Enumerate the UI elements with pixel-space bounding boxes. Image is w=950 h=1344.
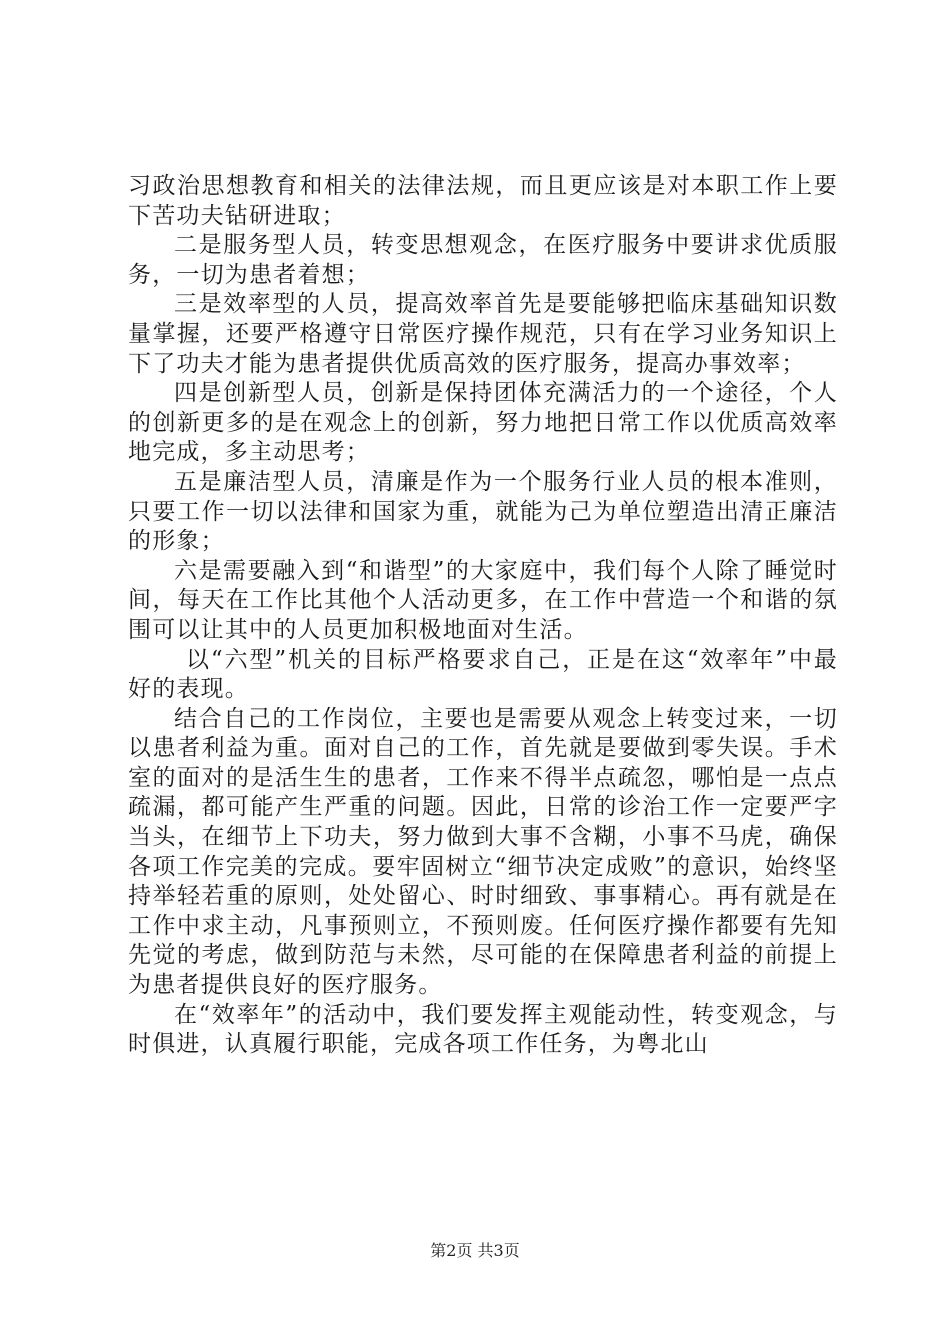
paragraph-work-position: 结合自己的工作岗位，主要也是需要从观念上转变过来，一切以患者利益为重。面对自己的工作，首先就是要做到零失误。手术室的面对的是活生生的患者，工作来不得半点疏忽，哪怕是一点点疏漏，都可能产生严重的问题。因此，日常的诊治工作一定要严字当头，在细节上下功夫，努力做到大事不含糊，小事不马虎，确保各项工作完美的完成。要牢固树立“细节决定成败”的意识，始终坚持举轻若重的原则，处处留心、时时细致、事事精心。再有就是在工作中求主动，凡事预则立，不预则废。任何医疗操作都要有先知先觉的考虑，做到防范与未然，尽可能的在保障患者利益的前提上为患者提供良好的医疗服务。 [128, 705, 838, 999]
paragraph-service-type: 二是服务型人员，转变思想观念，在医疗服务中要讲求优质服务，一切为患者着想； [128, 232, 838, 288]
paragraph-harmony-type: 六是需要融入到“和谐型”的大家庭中，我们每个人除了睡觉时间，每天在工作比其他个人活动更多，在工作中营造一个和谐的氛围可以让其中的人员更加积极地面对生活。 [128, 557, 838, 643]
paragraph-six-types-summary: 以“六型”机关的目标严格要求自己，正是在这“效率年”中最好的表现。 [128, 646, 838, 703]
paragraph-continuation: 习政治思想教育和相关的法律法规，而且更应该是对本职工作上要下苦功夫钻研进取； [128, 173, 838, 229]
paragraph-efficiency-type: 三是效率型的人员，提高效率首先是要能够把临床基础知识数量掌握，还要严格遵守日常医疗操作规范，只有在学习业务知识上下了功夫才能为患者提供优质高效的医疗服务，提高办事效率； [128, 291, 838, 377]
page-number-footer: 第2页 共3页 [430, 1241, 520, 1260]
document-body [128, 172, 838, 1060]
paragraph-efficiency-year: 在“效率年”的活动中，我们要发挥主观能动性，转变观念，与时俱进，认真履行职能，完成各项工作任务，为粤北山 [128, 1001, 838, 1058]
paragraph-innovation-type: 四是创新型人员，创新是保持团体充满活力的一个途径，个人的创新更多的是在观念上的创新，努力地把日常工作以优质高效率地完成，多主动思考； [128, 380, 838, 466]
paragraph-integrity-type: 五是廉洁型人员，清廉是作为一个服务行业人员的根本准则，只要工作一切以法律和国家为重，就能为己为单位塑造出清正廉洁的形象； [128, 468, 838, 555]
